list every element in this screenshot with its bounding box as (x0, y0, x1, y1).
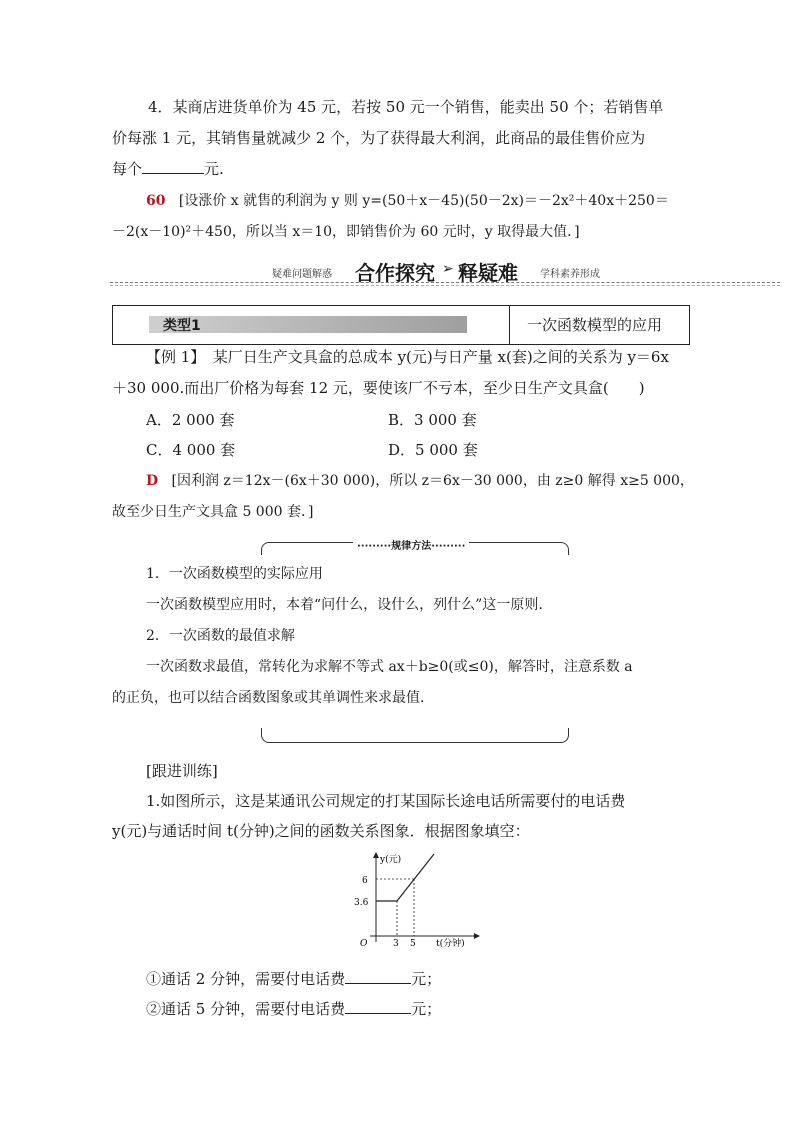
banner-rule-2 (110, 285, 780, 286)
banner-left-text: 疑难问题解惑 (272, 269, 332, 280)
fill-question-2 (146, 998, 441, 1020)
type-box (112, 305, 690, 345)
q4-line2: 价每涨 1 元，其销售量就减少 2 个，为了获得最大利润，此商品的最佳售价应为 (112, 129, 646, 147)
origin-label: O (360, 939, 368, 949)
option-b[interactable]: B．3 000 套 (388, 411, 477, 429)
x-tick-3: 3 (393, 939, 399, 949)
fill1-post: 元； (411, 970, 442, 988)
y-tick-6: 6 (362, 876, 368, 886)
banner-rule (110, 282, 780, 283)
method-heading-2: 2．一次函数的最值求解 (146, 628, 295, 644)
practice-header: [跟进训练] (146, 762, 218, 780)
fill1-blank[interactable] (345, 969, 411, 984)
q4-solution-line1 (146, 190, 669, 212)
type-divider (509, 306, 510, 344)
x-axis-arrow-icon (474, 933, 480, 939)
example1-solution-line2: 故至少日生产文具盒 5 000 套．] (112, 504, 314, 520)
fill2-blank[interactable] (345, 999, 411, 1014)
phone-fee-graph (350, 848, 480, 950)
method-box-label: ·········规律方法········· (353, 537, 469, 552)
section-banner (110, 255, 780, 285)
y-axis-label: y(元) (380, 855, 402, 865)
example1-line2: ＋30 000.而出厂价格为每套 12 元，要使该厂不亏本，至少日生产文具盒( ) (112, 379, 645, 397)
method-para-2b: 的正负，也可以结合函数图象或其单调性来求最值. (112, 690, 425, 706)
x-tick-5: 5 (410, 939, 416, 949)
example1-line1: 【例 1】 某厂日生产文具盒的总成本 y(元)与日产量 x(套)之间的关系为 y＝6x (146, 348, 669, 366)
method-heading-1: 1．一次函数模型的实际应用 (146, 566, 323, 582)
y-axis-arrow-icon (373, 852, 379, 858)
q4-answer-label: 60 (146, 193, 166, 209)
q4-answer-blank[interactable] (142, 159, 204, 174)
method-box-bottom (261, 728, 569, 743)
fill-question-1 (146, 968, 441, 990)
fill2-post: 元； (411, 1000, 442, 1018)
q4-solution-text1: [设涨价 x 就售的利润为 y 则 y=(50＋x－45)(50－2x)＝－2x²＋40x＋250＝ (178, 193, 669, 209)
banner-title1: 合作探究 (355, 261, 435, 285)
practice-q1-line1: 1.如图所示，这是某通讯公司规定的打某国际长途电话所需要付的电话费 (146, 792, 626, 810)
q4-line3 (112, 158, 224, 180)
rising-segment (397, 854, 434, 901)
q4-solution-line2: －2(x－10)²＋450，所以当 x＝10，即销售价为 60 元时，y 取得最大值．] (112, 224, 580, 240)
type-tag: 类型1 (163, 318, 201, 334)
q4-line3-post: 元. (204, 160, 224, 178)
y-tick-3-6: 3.6 (354, 898, 369, 908)
method-para-1: 一次函数模型应用时，本着“问什么，设什么，列什么”这一原则. (146, 597, 543, 613)
method-para-2a: 一次函数求最值，常转化为求解不等式 ax＋b≥0(或≤0)，解答时，注意系数 a (146, 659, 633, 675)
type-title: 一次函数模型的应用 (527, 316, 663, 334)
example1-solution-line1 (146, 470, 694, 492)
option-c[interactable]: C．4 000 套 (146, 441, 236, 459)
banner-right-text: 学科素养形成 (540, 269, 600, 280)
x-axis-label: t(分钟) (436, 939, 465, 949)
fill1-pre: ①通话 2 分钟，需要付电话费 (146, 970, 346, 988)
option-a[interactable]: A．2 000 套 (146, 411, 235, 429)
banner-title2: 释疑难 (458, 261, 518, 285)
fill2-pre: ②通话 5 分钟，需要付电话费 (146, 1000, 346, 1018)
option-d[interactable]: D．5 000 套 (388, 441, 478, 459)
q4-line3-pre: 每个 (112, 160, 143, 178)
banner-arrow-icon: ➢ (442, 261, 454, 277)
practice-q1-line2: y(元)与通话时间 t(分钟)之间的函数关系图象．根据图象填空： (112, 822, 530, 840)
example1-solution-text1: [因利润 z＝12x－(6x＋30 000)，所以 z＝6x－30 000，由 z≥0 解得 x≥5 000， (171, 473, 694, 489)
q4-line1: 4．某商店进货单价为 45 元，若按 50 元一个销售，能卖出 50 个；若销售单 (148, 98, 664, 116)
example1-answer-label: D (146, 473, 159, 489)
